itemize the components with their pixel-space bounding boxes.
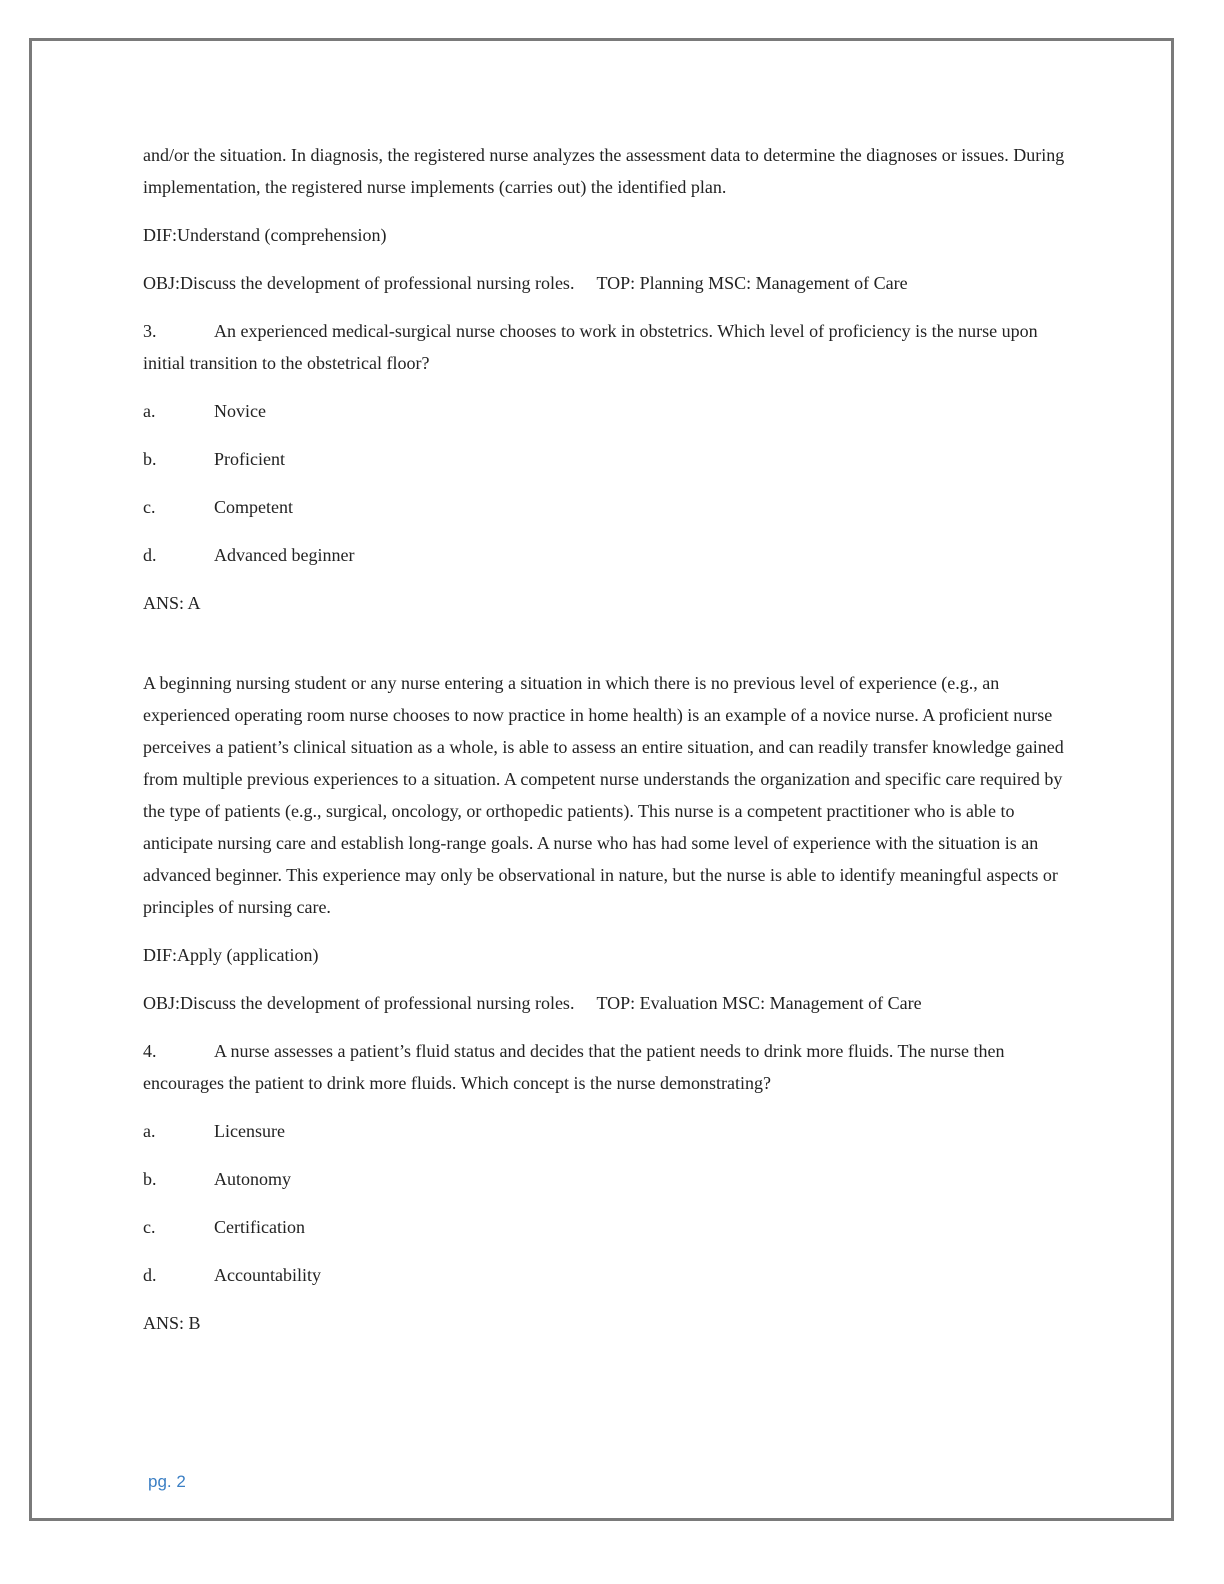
q2-difficulty: DIF:Understand (comprehension) — [143, 225, 387, 245]
option-letter: a. — [143, 401, 156, 421]
q3-option-d — [143, 539, 1073, 571]
option-letter: d. — [143, 545, 157, 565]
option-text: Advanced beginner — [214, 545, 355, 565]
option-letter: d. — [143, 1265, 157, 1285]
q4-option-d — [143, 1259, 1073, 1291]
q3-option-a — [143, 395, 1073, 427]
q3-option-b — [143, 443, 1073, 475]
option-text: Autonomy — [214, 1169, 292, 1189]
option-letter: c. — [143, 497, 156, 517]
q3-option-c — [143, 491, 1073, 523]
option-text: Accountability — [214, 1265, 321, 1285]
option-letter: c. — [143, 1217, 156, 1237]
page-number-footer: pg. 2 — [148, 1472, 186, 1491]
option-text: Proficient — [214, 449, 285, 469]
q4-option-c — [143, 1211, 1073, 1243]
option-text: Licensure — [214, 1121, 285, 1141]
option-letter: b. — [143, 449, 157, 469]
q4-stem-paragraph — [143, 1035, 1073, 1099]
q4-answer: ANS: B — [143, 1313, 201, 1333]
option-text: Competent — [214, 497, 293, 517]
option-text: Certification — [214, 1217, 305, 1237]
option-letter: a. — [143, 1121, 156, 1141]
q3-objective-line — [143, 987, 1073, 1019]
q2-objective-line — [143, 267, 1073, 299]
q2-objective: OBJ:Discuss the development of professional nursing roles. — [143, 273, 575, 293]
q3-difficulty: DIF:Apply (application) — [143, 945, 319, 965]
q2-topic: TOP: Planning MSC: Management of Care — [596, 273, 908, 293]
blank-line — [143, 635, 1073, 667]
q3-answer: ANS: A — [143, 593, 201, 613]
continuation-paragraph: and/or the situation. In diagnosis, the registered nurse analyzes the assessment data to determine the diagnoses or issues. During implementation, the registered nurse implements (carries out) the identified plan. — [143, 145, 1065, 197]
q3-objective: OBJ:Discuss the development of professional nursing roles. — [143, 993, 575, 1013]
q3-topic: TOP: Evaluation MSC: Management of Care — [596, 993, 922, 1013]
q4-option-a — [143, 1115, 1073, 1147]
q3-number: 3. — [143, 321, 157, 341]
option-letter: b. — [143, 1169, 157, 1189]
document-body — [143, 139, 1073, 1355]
q4-option-b — [143, 1163, 1073, 1195]
q3-stem-paragraph — [143, 315, 1073, 379]
option-text: Novice — [214, 401, 266, 421]
q3-rationale: A beginning nursing student or any nurse entering a situation in which there is no previous level of experience (e.g., an experienced operating room nurse chooses to now practice in home health) is an example of a novice nurse. A proficient nurse perceives a patient’s clinical situation as a whole, is able to assess an entire situation, and can readily transfer knowledge gained from multiple previous experiences to a situation. A competent nurse understands the organization and specific care required by the type of patients (e.g., surgical, oncology, or orthopedic patients). This nurse is a competent practitioner who is able to anticipate nursing care and establish long-range goals. A nurse who has had some level of experience with the situation is an advanced beginner. This experience may only be observational in nature, but the nurse is able to identify meaningful aspects or principles of nursing care. — [143, 673, 1064, 917]
q4-stem: A nurse assesses a patient’s fluid status and decides that the patient needs to drink more fluids. The nurse then encourages the patient to drink more fluids. Which concept is the nurse demonstrating? — [143, 1041, 1005, 1093]
q4-number: 4. — [143, 1041, 157, 1061]
q3-stem: An experienced medical-surgical nurse chooses to work in obstetrics. Which level of proficiency is the nurse upon initial transition to the obstetrical floor? — [143, 321, 1038, 373]
